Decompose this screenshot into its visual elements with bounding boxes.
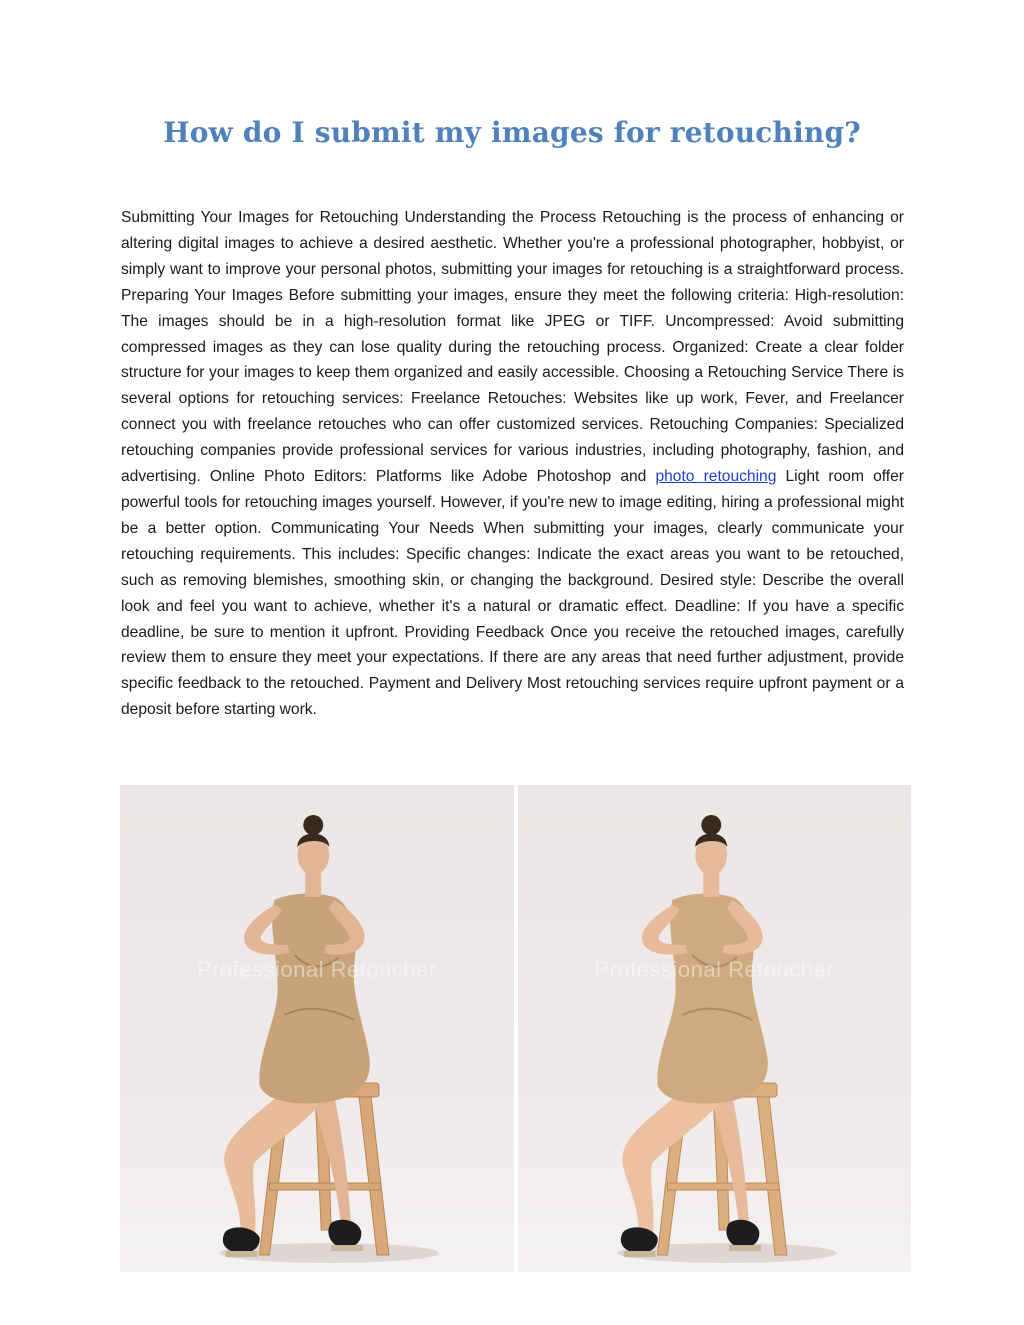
watermark-text: Professional Retoucher — [196, 957, 437, 982]
page-title: How do I submit my images for retouching? — [163, 116, 861, 149]
article-text-part-2: Light room offer powerful tools for retouching images yourself. However, if you're new to image editing, hiring a professional might be a better option. Communicating Your Needs When submitting your images, clearly communicate your retouching requirements. This includes: Specific changes: Indicate the exact areas you want to be retouched, such as removing blemishes, smoothing skin, or changing the background. Desired style: Describe the overall look and feel you want to achieve, whether it's a natural or dramatic effect. Deadline: If you have a specific deadline, be sure to mention it upfront. Providing Feedback Once you receive the retouched images, carefully review them to ensure they meet your expectations. If there are any areas that need further adjustment, provide specific feedback to the retouched. Payment and Delivery Most retouching services require upfront payment or a deposit before starting work. — [121, 468, 904, 719]
model-illustration-before — [120, 785, 514, 1272]
article-body — [121, 205, 904, 723]
photo-retouching-link[interactable]: photo retouching — [655, 468, 777, 486]
before-after-images — [120, 785, 911, 1272]
before-image — [120, 785, 514, 1272]
model-illustration-after — [518, 785, 912, 1272]
article-text-part-1: Submitting Your Images for Retouching Understanding the Process Retouching is the process of enhancing or altering digital images to achieve a desired aesthetic. Whether you're a professional photographer, hobbyist, or simply want to improve your personal photos, submitting your images for retouching is a straightforward process. Preparing Your Images Before submitting your images, ensure they meet the following criteria: High-resolution: The images should be in a high-resolution format like JPEG or TIFF. Uncompressed: Avoid submitting compressed images as they can lose quality during the retouching process. Organized: Create a clear folder structure for your images to keep them organized and easily accessible. Choosing a Retouching Service There is several options for retouching services: Freelance Retouches: Websites like up work, Fever, and Freelancer connect you with freelance retouches who can offer customized services. Retouching Companies: Specialized retouching companies provide professional services for various industries, including photography, fashion, and advertising. Online Photo Editors: Platforms like Adobe Photoshop and — [121, 209, 904, 486]
watermark-text: Professional Retoucher — [594, 957, 835, 982]
after-image — [518, 785, 912, 1272]
